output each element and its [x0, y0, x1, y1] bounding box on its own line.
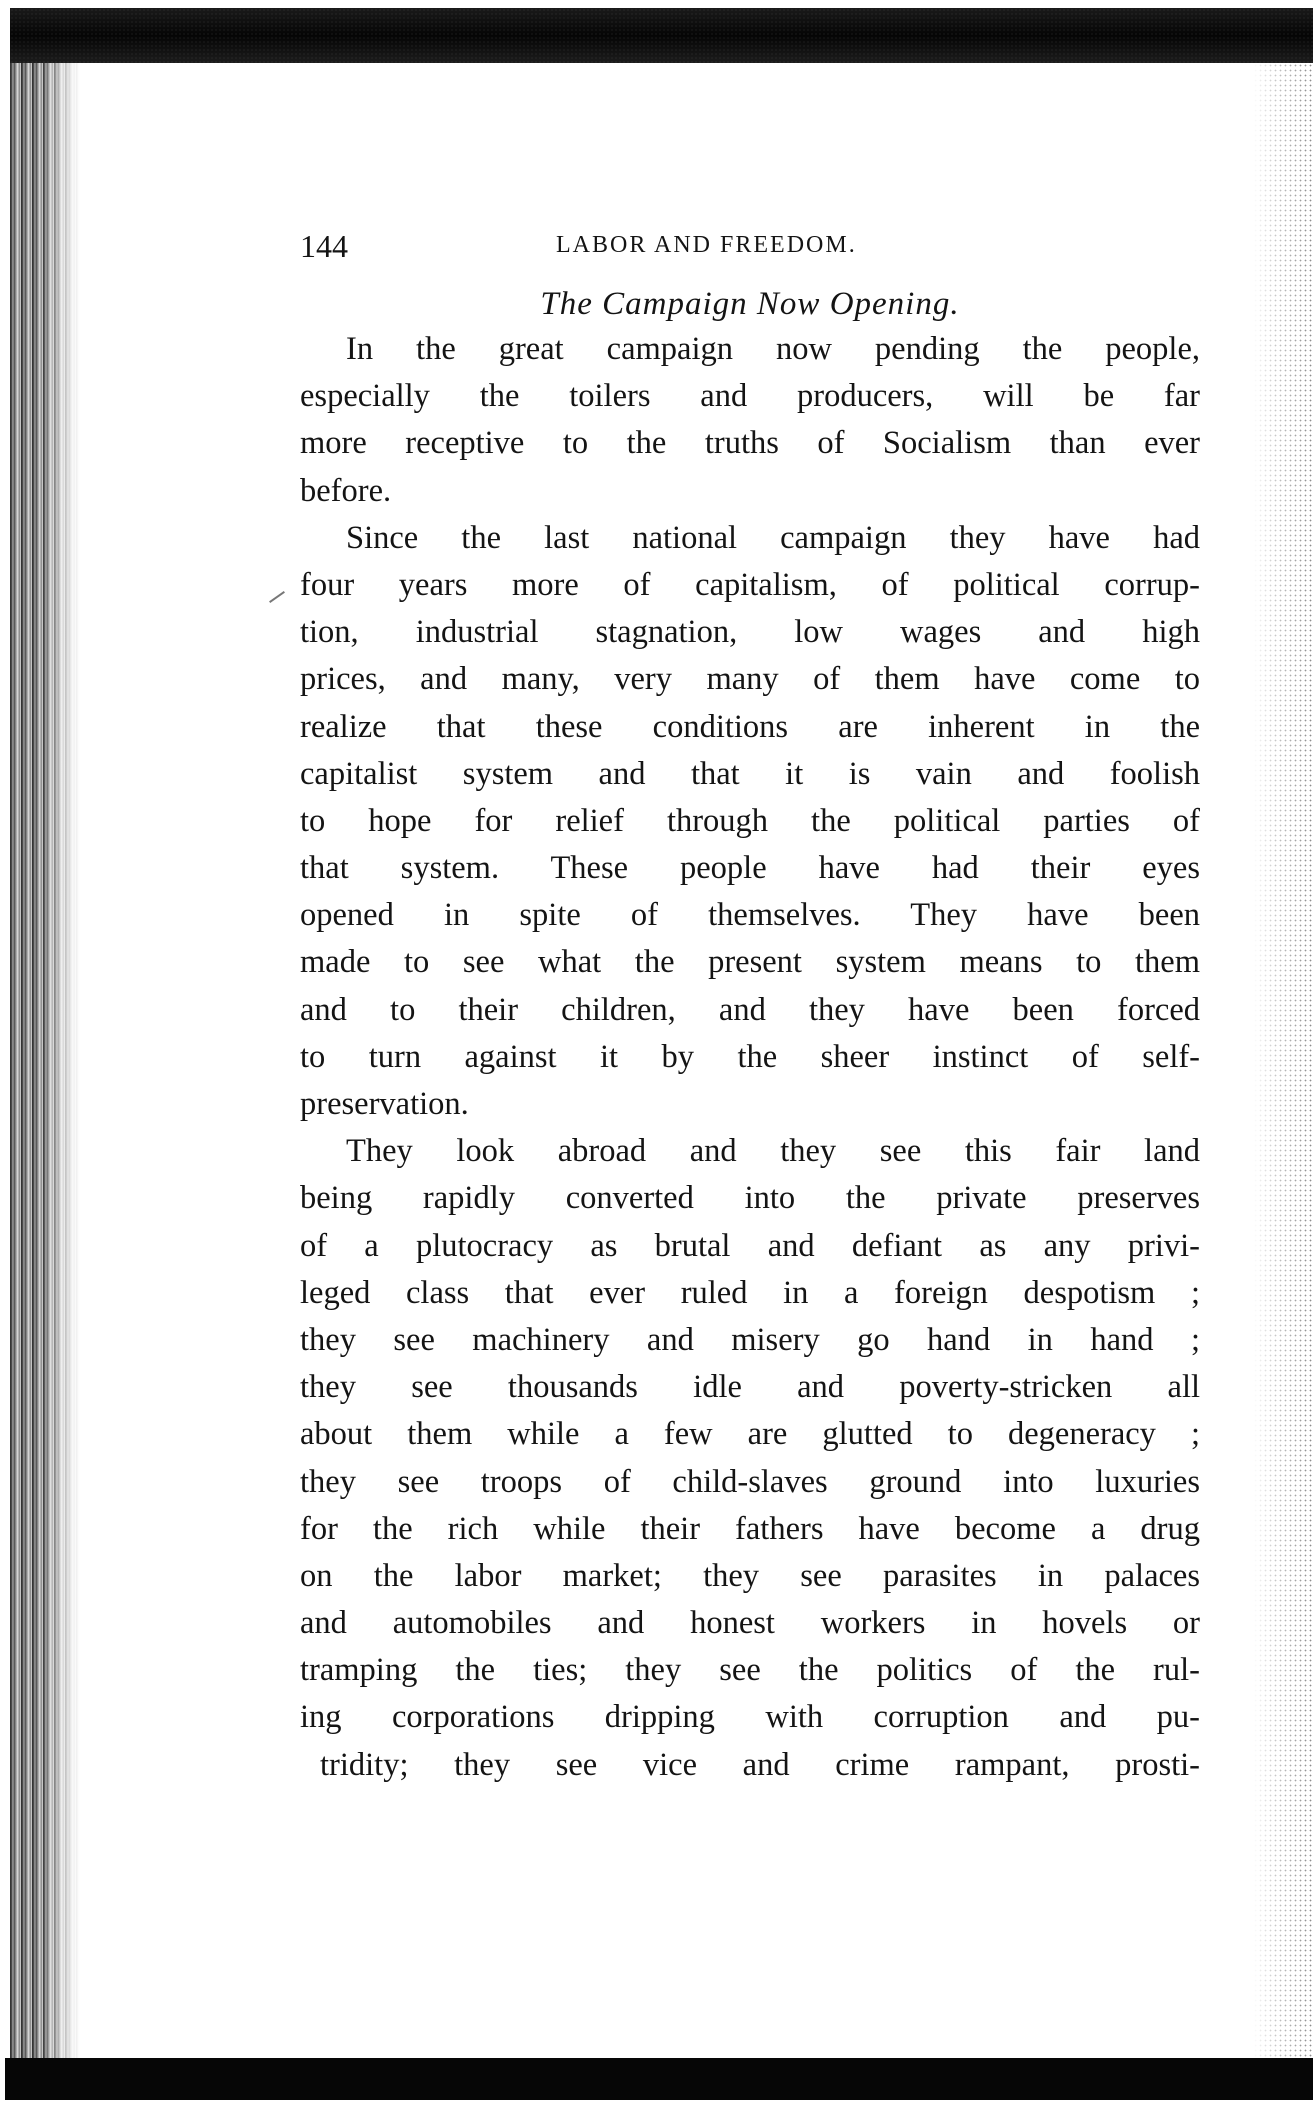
text-line: being rapidly converted into the private preserves: [300, 1180, 1200, 1217]
text-line: They look abroad and they see this fair land: [346, 1133, 1200, 1170]
page-edge-shading: [1253, 63, 1313, 2058]
text-line: on the labor market; they see parasites in palaces: [300, 1557, 1200, 1594]
paragraph: [300, 515, 1200, 1128]
scan-border-bottom: [5, 2058, 1313, 2100]
text-line: and to their children, and they have been forced: [300, 991, 1200, 1028]
running-head: [300, 228, 1200, 268]
text-line: leged class that ever ruled in a foreign despotism ;: [300, 1274, 1200, 1311]
text-line: that system. These people have had their eyes: [300, 850, 1200, 887]
text-line: before.: [300, 472, 392, 509]
text-line: tion, industrial stagnation, low wages and high: [300, 614, 1200, 651]
text-line: for the rich while their fathers have become a drug: [300, 1510, 1200, 1547]
text-line: Since the last national campaign they have had: [346, 519, 1200, 556]
text-line: opened in spite of themselves. They have been: [300, 897, 1200, 934]
text-line: they see thousands idle and poverty-stricken all: [300, 1369, 1200, 1406]
text-line: tridity; they see vice and crime rampant, prosti-: [320, 1746, 1200, 1783]
text-line: and automobiles and honest workers in hovels or: [300, 1605, 1200, 1642]
text-line: In the great campaign now pending the people,: [346, 331, 1200, 367]
text-line: more receptive to the truths of Socialism than ever: [300, 425, 1200, 462]
text-line: four years more of capitalism, of political corrup-: [300, 566, 1200, 603]
book-gutter-shadow: [10, 63, 80, 2058]
text-line: especially the toilers and producers, will be far: [300, 378, 1200, 415]
text-line: prices, and many, very many of them have come to: [300, 661, 1200, 698]
running-title: LABOR AND FREEDOM.: [556, 232, 857, 258]
text-line: they see troops of child-slaves ground into luxuries: [300, 1463, 1200, 1500]
page-number: 144: [300, 228, 348, 264]
text-line: about them while a few are glutted to degeneracy ;: [300, 1416, 1200, 1453]
text-line: ing corporations dripping with corruption and pu-: [300, 1699, 1200, 1736]
text-line: made to see what the present system means to them: [300, 944, 1200, 981]
text-line: to turn against it by the sheer instinct of self-: [300, 1038, 1200, 1075]
text-line: realize that these conditions are inherent in the: [300, 708, 1200, 745]
text-line: they see machinery and misery go hand in hand ;: [300, 1321, 1200, 1358]
text-line: to hope for relief through the political parties of: [300, 802, 1200, 839]
pencil-mark: [269, 591, 285, 603]
scan-border-top: [10, 8, 1313, 63]
section-title: The Campaign Now Opening.: [540, 286, 960, 322]
paragraph: [300, 1128, 1200, 1789]
paragraph: [300, 326, 1200, 515]
text-line: capitalist system and that it is vain and foolish: [300, 755, 1200, 792]
book-page: [300, 228, 1200, 1789]
text-line: tramping the ties; they see the politics of the rul-: [300, 1652, 1200, 1689]
text-line: preservation.: [300, 1086, 469, 1122]
text-line: of a plutocracy as brutal and defiant as any privi-: [300, 1227, 1200, 1264]
